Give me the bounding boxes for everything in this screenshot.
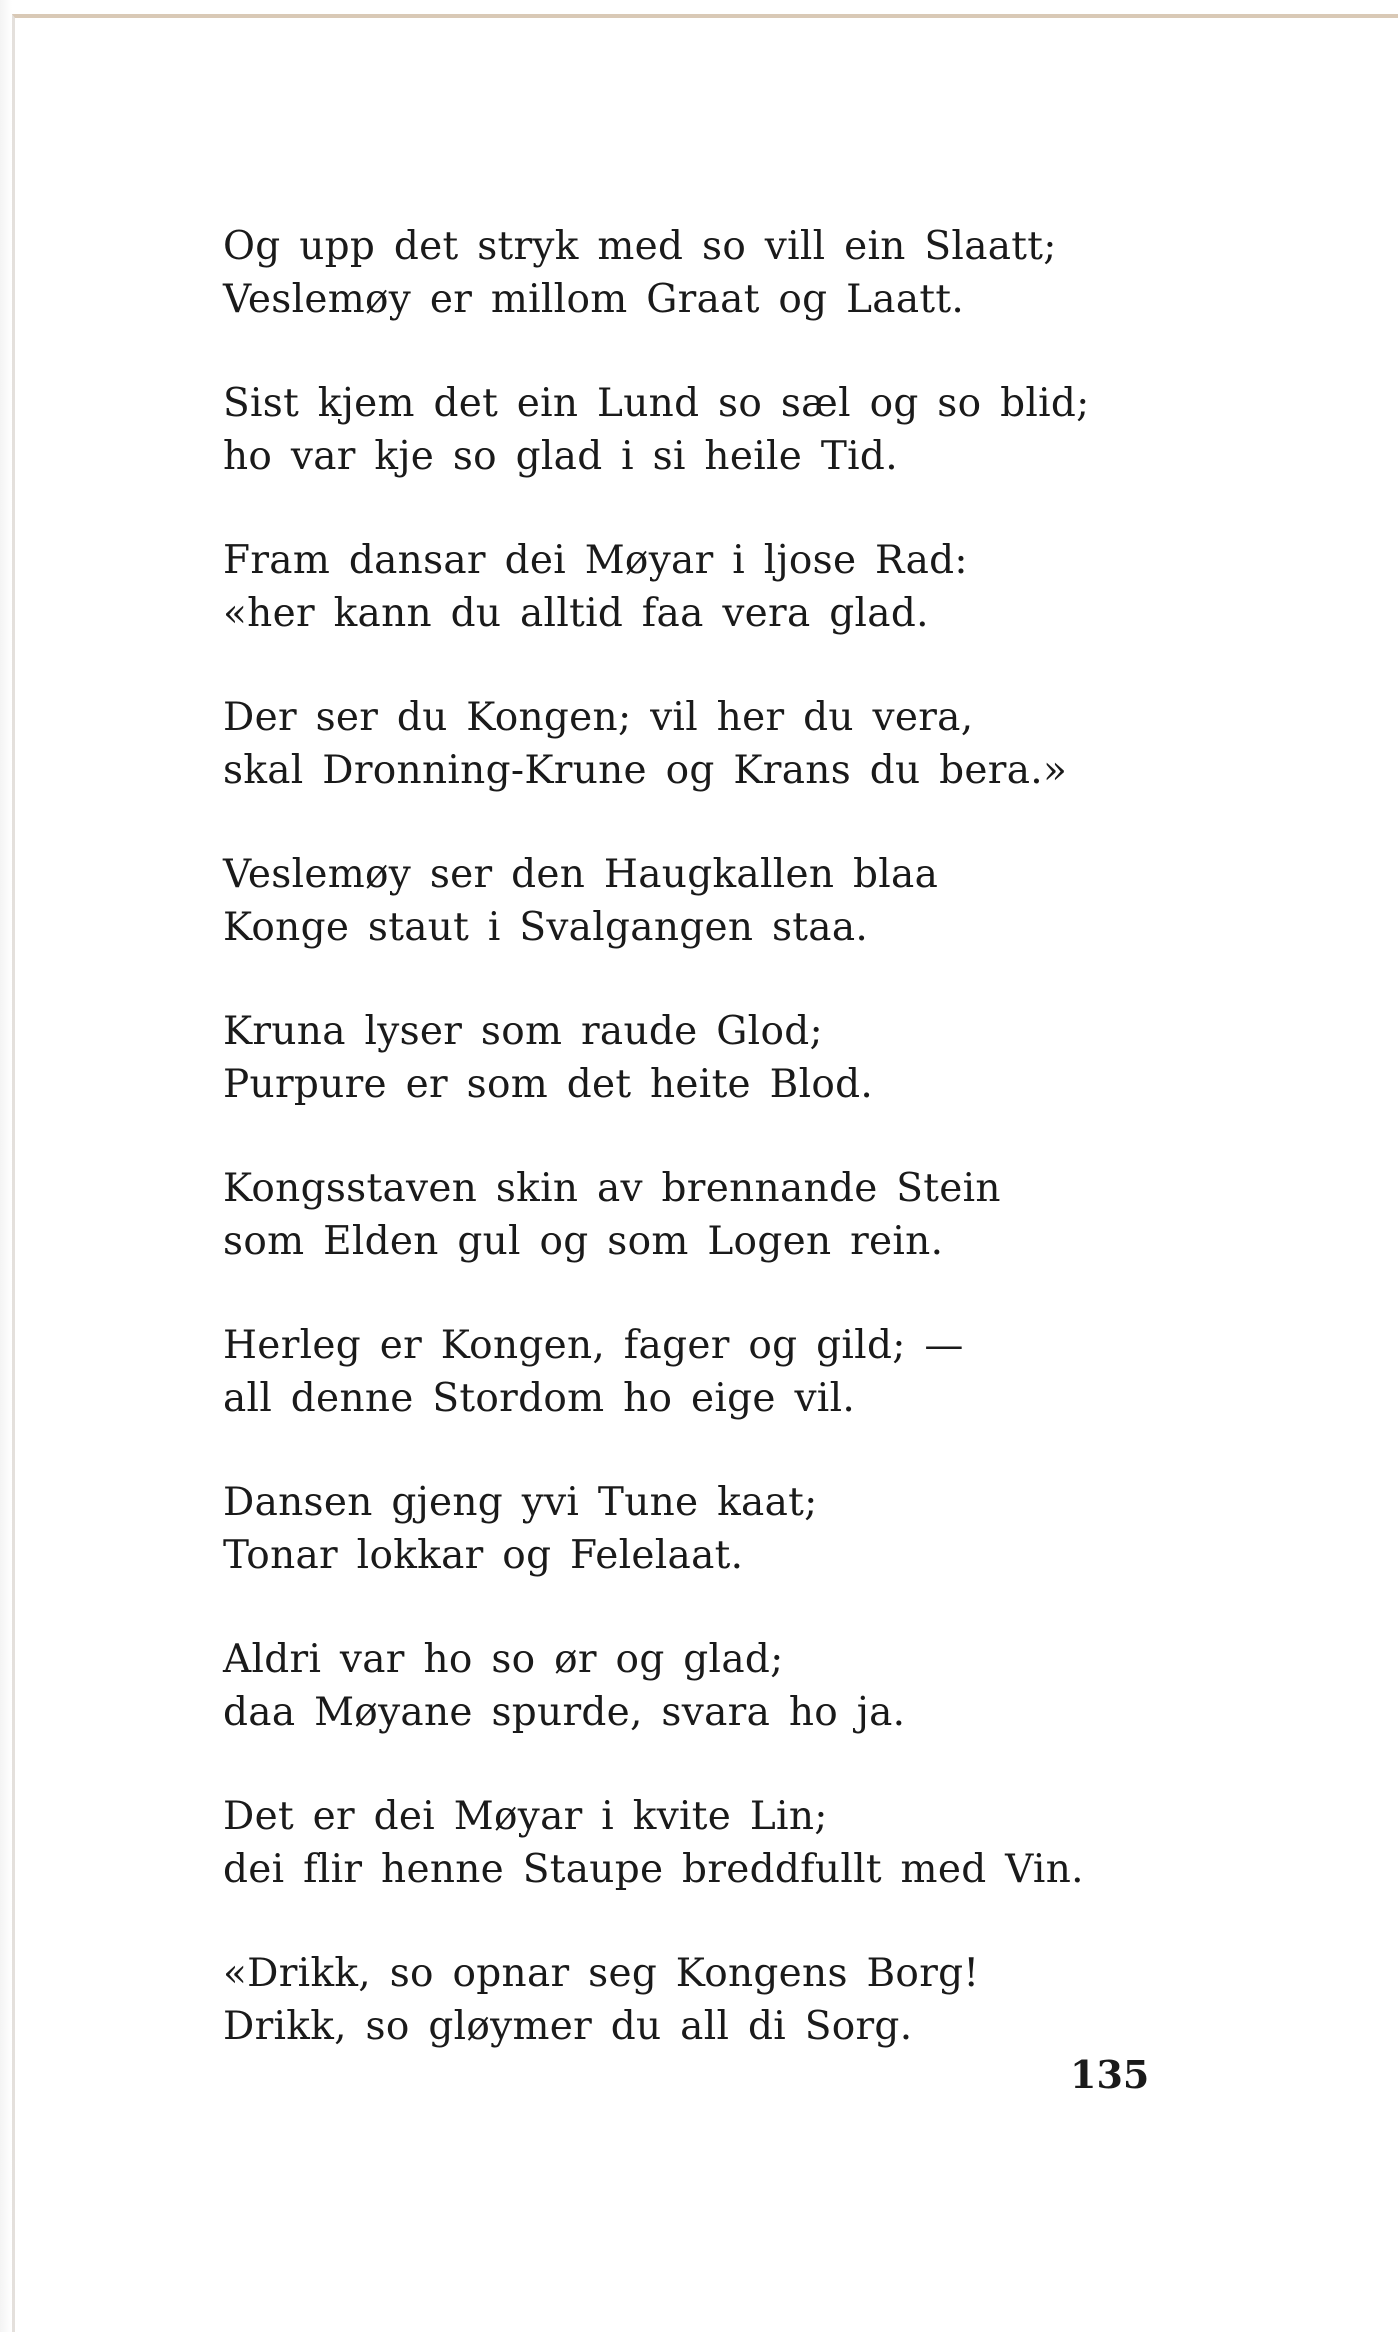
poem-line: Kongsstaven skin av brennande Stein (223, 1166, 1001, 1211)
poem-line: Kruna lyser som raude Glod; (223, 1009, 823, 1054)
poem-line: «her kann du alltid faa vera glad. (223, 591, 929, 636)
stanza-7 (223, 1162, 1223, 1319)
poem-line: dei flir henne Staupe breddfullt med Vin. (223, 1847, 1084, 1892)
poem-line: Det er dei Møyar i kvite Lin; (223, 1794, 828, 1839)
stanza-2 (223, 377, 1223, 534)
poem-line: «Drikk, so opnar seg Kongens Borg! (223, 1951, 980, 1996)
stanza-10 (223, 1633, 1223, 1790)
poem-line: daa Møyane spurde, svara ho ja. (223, 1690, 906, 1735)
stanza-5 (223, 848, 1223, 1005)
poem-line: Dansen gjeng yvi Tune kaat; (223, 1480, 818, 1525)
poem-line: all denne Stordom ho eige vil. (223, 1376, 856, 1421)
stanza-4 (223, 691, 1223, 848)
stanza-6 (223, 1005, 1223, 1162)
poem-line: Konge staut i Svalgangen staa. (223, 905, 869, 950)
stanza-1 (223, 220, 1223, 377)
poem-line: Veslemøy ser den Haugkallen blaa (223, 852, 939, 897)
poem-line: Tonar lokkar og Felelaat. (223, 1533, 744, 1578)
poem-line: Aldri var ho so ør og glad; (223, 1637, 784, 1682)
stanza-3 (223, 534, 1223, 691)
poem-line: skal Dronning-Krune og Krans du bera.» (223, 748, 1068, 793)
poem-line: Og upp det stryk med so vill ein Slaatt; (223, 224, 1057, 269)
poem-line: Sist kjem det ein Lund so sæl og so blid; (223, 381, 1090, 426)
stanza-9 (223, 1476, 1223, 1633)
poem-line: som Elden gul og som Logen rein. (223, 1219, 944, 1264)
poem-line: Der ser du Kongen; vil her du vera, (223, 695, 974, 740)
poem (223, 220, 1223, 2104)
poem-line: ho var kje so glad i si heile Tid. (223, 434, 898, 479)
poem-line: Veslemøy er millom Graat og Laatt. (223, 277, 965, 322)
page-number: 135 (1070, 2052, 1150, 2097)
poem-line: Herleg er Kongen, fager og gild; — (223, 1323, 964, 1368)
poem-line: Drikk, so gløymer du all di Sorg. (223, 2004, 913, 2049)
poem-line: Purpure er som det heite Blod. (223, 1062, 874, 1107)
stanza-8 (223, 1319, 1223, 1476)
poem-line: Fram dansar dei Møyar i ljose Rad: (223, 538, 968, 583)
stanza-11 (223, 1790, 1223, 1947)
page-edge-shadow (0, 0, 12, 2332)
